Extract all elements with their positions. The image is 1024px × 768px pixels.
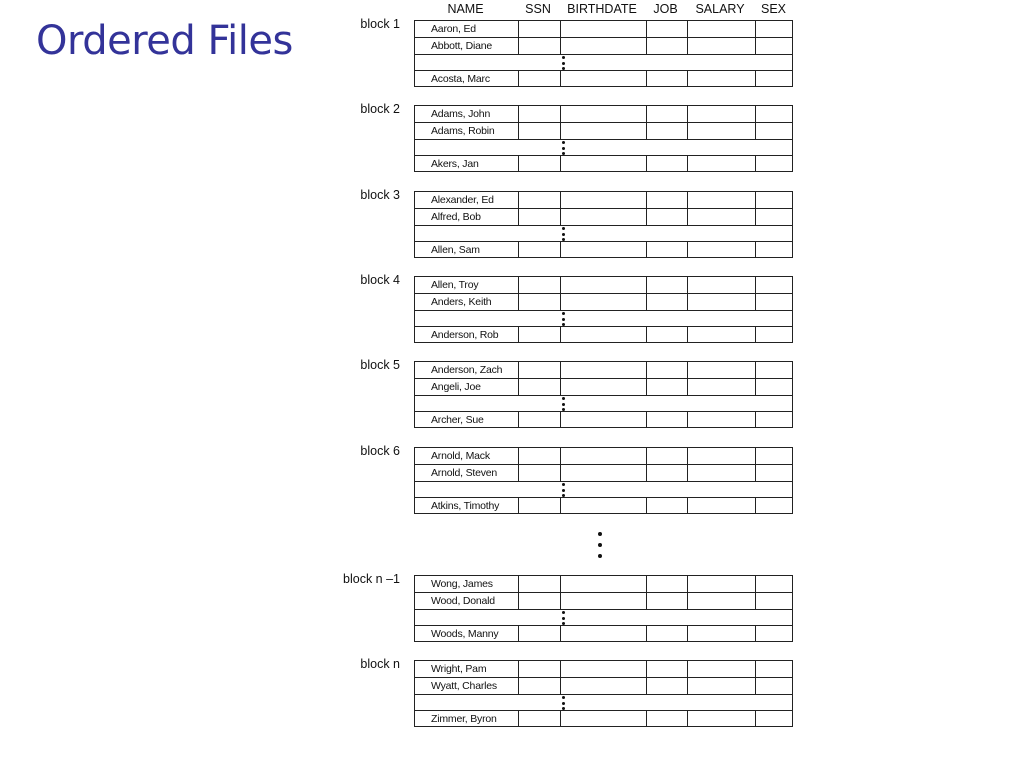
record-row — [415, 678, 792, 694]
record-row — [415, 71, 792, 87]
record-name: Archer, Sue — [431, 414, 484, 426]
record-name: Aaron, Ed — [431, 23, 476, 35]
record-row — [415, 156, 792, 172]
record-row — [415, 294, 792, 310]
record-name: Anders, Keith — [431, 296, 492, 308]
block-records-table — [414, 575, 793, 642]
record-name: Zimmer, Byron — [431, 713, 497, 725]
block-records-table — [414, 447, 793, 514]
ellipsis-dot — [562, 62, 565, 65]
record-row — [415, 21, 792, 37]
record-name: Wood, Donald — [431, 595, 495, 607]
column-header-name: NAME — [447, 2, 484, 16]
omitted-records-row — [415, 610, 792, 626]
record-row — [415, 362, 792, 378]
ellipsis-dot — [562, 323, 565, 326]
ellipsis-dot — [562, 622, 565, 625]
omitted-records-row — [415, 396, 792, 412]
column-header-salary: SALARY — [695, 2, 745, 16]
block-label: block 2 — [360, 102, 400, 116]
file-block — [0, 188, 1024, 260]
record-name: Wyatt, Charles — [431, 680, 497, 692]
column-header-sex: SEX — [760, 2, 786, 16]
block-records-table — [414, 20, 793, 87]
record-row — [415, 192, 792, 208]
ellipsis-dot — [562, 152, 565, 155]
ellipsis-dot — [562, 617, 565, 620]
ellipsis-dot — [562, 611, 565, 614]
omitted-blocks-ellipsis — [597, 532, 603, 558]
record-row — [415, 626, 792, 642]
file-block — [0, 102, 1024, 174]
omitted-records-row — [415, 55, 792, 71]
block-records-table — [414, 191, 793, 258]
record-row — [415, 209, 792, 225]
record-row — [415, 576, 792, 592]
column-header-birthdate: BIRTHDATE — [567, 2, 637, 16]
record-row — [415, 465, 792, 481]
block-label: block 3 — [360, 188, 400, 202]
vertical-ellipsis-icon — [560, 397, 566, 411]
record-row — [415, 448, 792, 464]
block-records-table — [414, 276, 793, 343]
ellipsis-dot — [562, 494, 565, 497]
block-label: block 1 — [360, 17, 400, 31]
vertical-ellipsis-icon — [560, 56, 566, 70]
record-row — [415, 327, 792, 343]
ellipsis-dot — [562, 318, 565, 321]
block-records-table — [414, 660, 793, 727]
record-name: Alfred, Bob — [431, 211, 481, 223]
record-name: Wright, Pam — [431, 663, 487, 675]
ellipsis-dot — [562, 408, 565, 411]
ellipsis-dot — [562, 702, 565, 705]
column-header-job: JOB — [653, 2, 678, 16]
record-name: Alexander, Ed — [431, 194, 494, 206]
record-row — [415, 593, 792, 609]
file-block — [0, 17, 1024, 89]
file-block — [0, 444, 1024, 516]
vertical-ellipsis-icon — [560, 611, 566, 625]
record-name: Acosta, Marc — [431, 73, 490, 85]
slide-title: Ordered Files — [36, 18, 293, 64]
ellipsis-dot — [562, 238, 565, 241]
omitted-records-row — [415, 140, 792, 156]
record-name: Abbott, Diane — [431, 40, 493, 52]
ellipsis-dot — [562, 56, 565, 59]
ellipsis-dot — [562, 397, 565, 400]
record-name: Wong, James — [431, 578, 493, 590]
omitted-records-row — [415, 482, 792, 498]
ellipsis-dot — [562, 707, 565, 710]
ellipsis-dot — [562, 489, 565, 492]
record-name: Atkins, Timothy — [431, 500, 500, 512]
block-label: block 4 — [360, 273, 400, 287]
ellipsis-dot — [562, 403, 565, 406]
file-block — [0, 657, 1024, 729]
ellipsis-dot — [562, 67, 565, 70]
record-name: Arnold, Steven — [431, 467, 498, 479]
block-records-table — [414, 105, 793, 172]
vertical-ellipsis-icon — [560, 696, 566, 710]
block-label: block n — [360, 657, 400, 671]
omitted-records-row — [415, 695, 792, 711]
file-block — [0, 572, 1024, 644]
record-name: Anderson, Zach — [431, 364, 503, 376]
record-row — [415, 498, 792, 514]
ellipsis-dot — [562, 483, 565, 486]
record-name: Allen, Sam — [431, 244, 480, 256]
block-label: block n –1 — [343, 572, 400, 586]
ellipsis-dot — [562, 696, 565, 699]
file-block — [0, 358, 1024, 430]
omitted-records-row — [415, 226, 792, 242]
block-label: block 6 — [360, 444, 400, 458]
block-label: block 5 — [360, 358, 400, 372]
record-row — [415, 277, 792, 293]
vertical-ellipsis-icon — [560, 312, 566, 326]
ellipsis-dot — [562, 227, 565, 230]
record-row — [415, 661, 792, 677]
ellipsis-dot — [562, 233, 565, 236]
record-row — [415, 379, 792, 395]
record-row — [415, 412, 792, 428]
ellipsis-dot — [562, 312, 565, 315]
vertical-ellipsis-icon — [560, 141, 566, 155]
vertical-ellipsis-icon — [560, 227, 566, 241]
record-name: Adams, John — [431, 108, 491, 120]
ellipsis-dot — [562, 141, 565, 144]
record-row — [415, 242, 792, 258]
vertical-ellipsis-icon — [560, 483, 566, 497]
record-name: Anderson, Rob — [431, 329, 499, 341]
omitted-records-row — [415, 311, 792, 327]
column-header-ssn: SSN — [525, 2, 551, 16]
record-row — [415, 38, 792, 54]
record-name: Woods, Manny — [431, 628, 499, 640]
record-name: Adams, Robin — [431, 125, 495, 137]
record-name: Arnold, Mack — [431, 450, 490, 462]
record-row — [415, 123, 792, 139]
record-name: Angeli, Joe — [431, 381, 481, 393]
record-row — [415, 711, 792, 727]
file-block — [0, 273, 1024, 345]
ellipsis-dot — [562, 147, 565, 150]
block-records-table — [414, 361, 793, 428]
record-name: Allen, Troy — [431, 279, 479, 291]
record-name: Akers, Jan — [431, 158, 479, 170]
record-row — [415, 106, 792, 122]
